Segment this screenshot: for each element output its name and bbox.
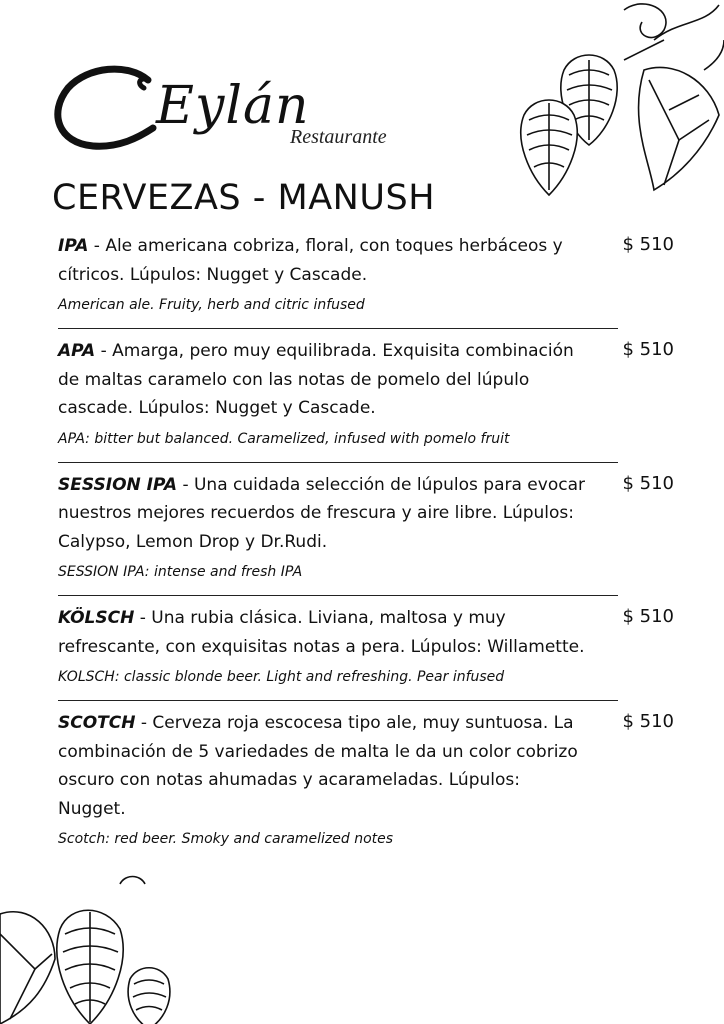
item-separator: [58, 595, 618, 596]
logo-c-swash-icon: [48, 58, 168, 158]
hops-illustration-bottom: [0, 874, 190, 1024]
item-description-text: - Una cuidada selección de lúpulos para evocar nuestros mejores recuerdos de frescura y aire libre. Lúpulos: Calypso, Lemon Drop y Dr.Rudi.: [58, 474, 585, 552]
beer-menu-list: [58, 232, 678, 849]
item-english-description: SESSION IPA: intense and fresh IPA: [58, 564, 303, 580]
item-price: $ 510: [622, 472, 674, 494]
item-description-text: - Una rubia clásica. Liviana, maltosa y muy refrescante, con exquisitas notas a pera. Lúpulos: Willamette.: [58, 608, 585, 657]
item-description: [58, 709, 588, 823]
item-separator: [58, 328, 618, 329]
page-title: CERVEZAS - MANUSH: [52, 178, 436, 218]
hops-illustration-top: [504, 0, 724, 200]
item-separator: [58, 700, 618, 701]
item-name: IPA: [58, 236, 89, 256]
menu-item: [58, 232, 678, 315]
menu-item: [58, 337, 678, 449]
item-name: APA: [58, 341, 96, 361]
item-price: $ 510: [622, 606, 674, 627]
item-english-description: Scotch: red beer. Smoky and caramelized notes: [58, 831, 394, 847]
item-english-description: APA: bitter but balanced. Caramelized, infused with pomelo fruit: [58, 430, 510, 447]
menu-item: [58, 709, 678, 849]
item-description-text: - Amarga, pero muy equilibrada. Exquisita combinación de maltas caramelo con las notas de pomelo del lúpulo cascade. Lúpulos: Nugget y Cascade.: [58, 341, 574, 418]
item-description-text: - Cerveza roja escocesa tipo ale, muy suntuosa. La combinación de 5 variedades de malta le da un color cobrizo oscuro con notas ahumadas y acarameladas. Lúpulos: Nugget.: [58, 713, 578, 819]
item-english-description: American ale. Fruity, herb and citric infused: [58, 297, 365, 313]
item-separator: [58, 462, 618, 463]
item-description: [58, 471, 588, 557]
item-price: $ 510: [622, 339, 674, 360]
restaurant-logo: [48, 58, 408, 168]
item-description: [58, 232, 588, 289]
item-name: SESSION IPA: [58, 474, 178, 495]
item-name: KÖLSCH: [58, 608, 135, 628]
menu-item: [58, 471, 678, 583]
item-english-description: KOLSCH: classic blonde beer. Light and refreshing. Pear infused: [58, 669, 505, 685]
item-price: $ 510: [622, 234, 674, 255]
menu-item: [58, 604, 678, 687]
logo-subtitle: Restaurante: [290, 126, 387, 148]
logo-wordmark: Eylán: [156, 76, 310, 136]
item-description-text: - Ale americana cobriza, floral, con toques herbáceos y cítricos. Lúpulos: Nugget y Cascade.: [58, 236, 563, 285]
item-price: $ 510: [622, 711, 674, 732]
item-description: [58, 604, 588, 661]
item-description: [58, 337, 588, 423]
item-name: SCOTCH: [58, 713, 136, 733]
